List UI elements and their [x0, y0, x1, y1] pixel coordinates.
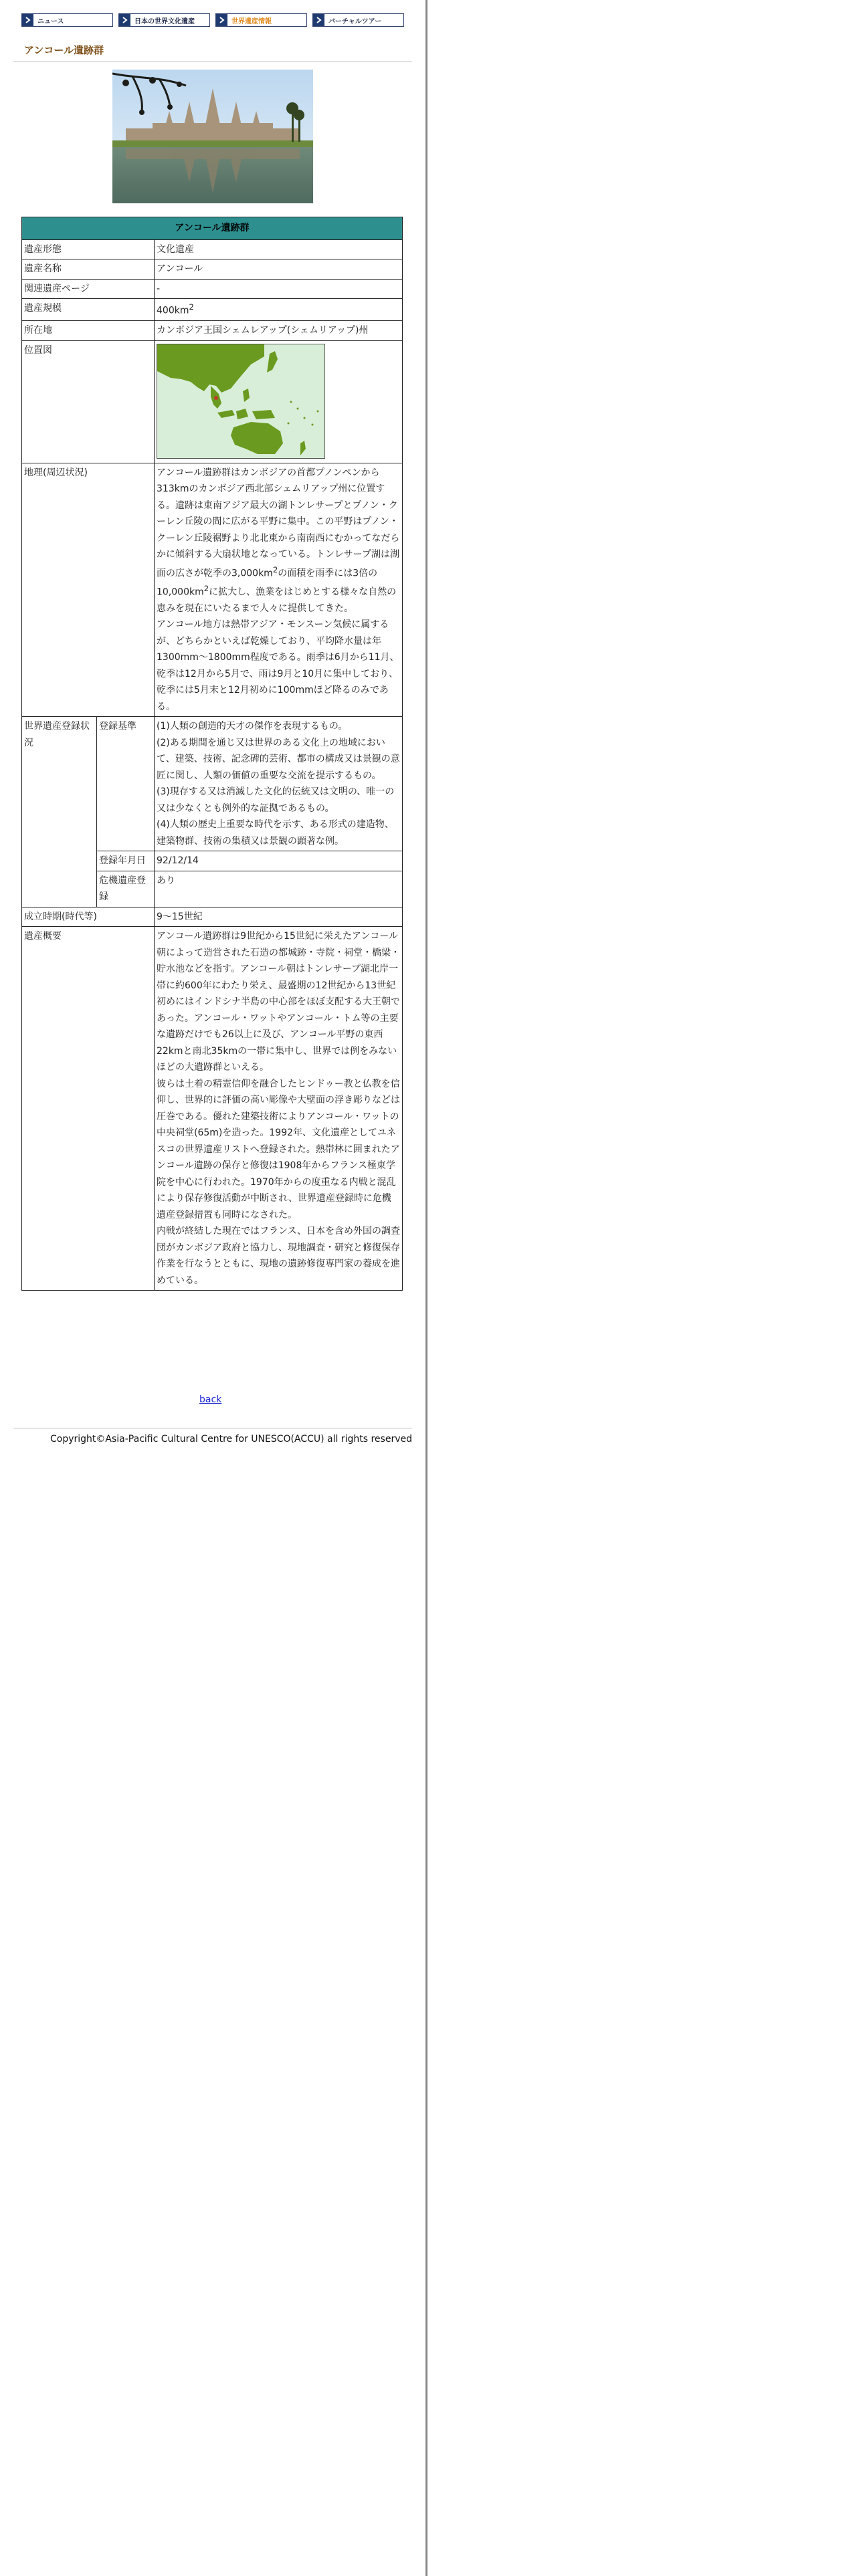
table-header: アンコール遺跡群	[22, 217, 403, 240]
criterion-2: (2)ある期間を通じ又は世界のある文化上の地域において、建築、技術、記念碑的芸術、都市の構成又は景観の意匠に関し、人類の価値の重要な交流を提示するもの。	[157, 737, 400, 781]
row-label: 位置図	[22, 340, 155, 463]
nav-world-heritage-button[interactable]	[215, 13, 307, 27]
row-value: アンコール	[155, 259, 403, 280]
overview-paragraph: アンコール遺跡群は9世紀から15世紀に栄えたアンコール朝によって造営された石造の都城跡・寺院・祠堂・橋梁・貯水池などを指す。アンコール朝はトンレサープ湖北岸一帯に約600年にわたり栄え、最盛期の12世紀から13世紀初めにはインドシナ半島の中心部をほぼ支配する大王朝であった。アンコール・ワットやアンコール・トム等の主要な遺跡だけでも26以上に及び、アンコール平野の東西22kmと南北35kmの一帯に集中し、世界では例をみないほどの大遺跡群といえる。	[157, 931, 400, 1073]
scale-superscript: 2	[189, 302, 194, 312]
row-sublabel: 登録年月日	[97, 851, 155, 871]
chevron-right-icon	[119, 14, 130, 26]
table-row	[22, 340, 403, 463]
heritage-info-table	[21, 217, 403, 1291]
row-label: 遺産名称	[22, 259, 155, 280]
text-span: の面積を雨季には3倍の10,000km	[157, 568, 378, 598]
location-marker	[214, 396, 218, 400]
climate-paragraph: アンコール地方は熱帯アジア・モンスーン気候に属するが、どちらかといえば乾燥しており、平均降水量は年1300mm〜1800mm程度である。雨季は6月から11月、乾季は12月から5月で、雨は9月と10月に集中しており、乾季には5月末と12月初めに100mmほど降るのみである。	[157, 619, 399, 712]
nav-japan-heritage-label: 日本の世界文化遺産	[134, 17, 195, 25]
criterion-4: (4)人類の歴史上重要な時代を示す、ある形式の建造物、建築物群、技術の集積又は景観の顕著な例。	[157, 819, 394, 847]
back-link[interactable]: back	[199, 1394, 222, 1405]
table-row	[22, 927, 403, 1291]
row-label: 地理(周辺状況)	[22, 463, 155, 717]
row-value: 92/12/14	[155, 851, 403, 871]
row-sublabel: 登録基準	[97, 717, 155, 851]
table-row	[22, 239, 403, 259]
content-column	[0, 0, 427, 2576]
chevron-right-icon	[313, 14, 324, 26]
nav-japan-heritage-button[interactable]	[118, 13, 210, 27]
angkor-wat-photo	[112, 70, 313, 203]
overview-paragraph: 内戦が終結した現在ではフランス、日本を含め外国の調査団がカンボジア政府と協力し、現地調査・研究と修復保存作業を行なうとともに、現地の遺跡修復専門家の養成を進めている。	[157, 1226, 400, 1286]
table-row	[22, 321, 403, 341]
scale-value: 400km	[157, 305, 189, 316]
nav-virtual-tour-button[interactable]	[312, 13, 404, 27]
nav-news-label: ニュース	[37, 17, 64, 25]
geography-paragraph	[157, 465, 400, 617]
criterion-3: (3)現存する又は消滅した文化的伝統又は文明の、唯一の又は少なくとも例外的な証拠であるもの。	[157, 786, 395, 814]
row-value: -	[155, 279, 403, 299]
row-label: 遺産規模	[22, 299, 155, 321]
row-label: 世界遺産登録状況	[22, 717, 97, 907]
table-row	[22, 299, 403, 321]
row-label: 遺産形態	[22, 239, 155, 259]
row-label: 関連遺産ページ	[22, 279, 155, 299]
table-row	[22, 717, 403, 851]
copyright-text: Copyright©Asia-Pacific Cultural Centre for UNESCO(ACCU) all rights reserved	[50, 1434, 412, 1444]
row-value: 文化遺産	[155, 239, 403, 259]
superscript: 2	[272, 564, 278, 574]
row-label: 所在地	[22, 321, 155, 341]
nav-world-heritage-label: 世界遺産情報	[231, 17, 272, 25]
page-title: アンコール遺跡群	[24, 44, 104, 56]
row-value: あり	[155, 871, 403, 907]
row-value	[155, 340, 403, 463]
overview-paragraph: 彼らは土着の精霊信仰を融合したヒンドゥー教と仏教を信仰し、世界的に評価の高い彫像や大壁面の浮き彫りなどは圧巻である。優れた建築技術によりアンコール・ワットの中央祠堂(65m)を造った。1992年、文化遺産としてユネスコの世界遺産リストへ登録された。熱帯林に囲まれたアンコール遺跡の保存と修復は1908年からフランス極東学院を中心に行われた。1970年からの度重なる内戦と混乱により保存修復活動が中断され、世界遺産登録時に危機遺産登録措置も同時になされた。	[157, 1078, 400, 1220]
row-value	[155, 299, 403, 321]
chevron-right-icon	[216, 14, 227, 26]
row-value	[155, 717, 403, 851]
nav-virtual-tour-label: バーチャルツアー	[328, 17, 382, 25]
row-label: 成立時期(時代等)	[22, 907, 155, 927]
table-row	[22, 259, 403, 280]
table-row	[22, 463, 403, 717]
superscript: 2	[203, 583, 209, 593]
chevron-right-icon	[22, 14, 33, 26]
row-value: 9〜15世紀	[155, 907, 403, 927]
table-row	[22, 279, 403, 299]
text-span: に拡大し、漁業をはじめとする様々な自然の恵みを現在にいたるまで人々に提供してきた。	[157, 586, 397, 614]
row-label: 遺産概要	[22, 927, 155, 1291]
location-map	[157, 344, 325, 459]
top-navigation	[21, 13, 404, 28]
row-value	[155, 463, 403, 717]
table-row	[22, 907, 403, 927]
text-span: アンコール遺跡群はカンボジアの首都プノンペンから313kmのカンボジア西北部シェムリアップ州に位置する。遺跡は東南アジア最大の湖トンレサープとプノン・クーレン丘陵の間に広がる平野に集中。この平野はプノン・クーレン丘陵裾野より北北東から南南西にむかってなだらかに傾斜する大扇状地となっている。トンレサープ湖は湖面の広さが乾季の3,000km	[157, 467, 400, 579]
row-value	[155, 927, 403, 1291]
nav-news-button[interactable]	[21, 13, 113, 27]
criterion-1: (1)人類の創造的天才の傑作を表現するもの。	[157, 721, 348, 732]
row-value: カンボジア王国シェムレアップ(シェムリアップ)州	[155, 321, 403, 341]
row-sublabel: 危機遺産登録	[97, 871, 155, 907]
